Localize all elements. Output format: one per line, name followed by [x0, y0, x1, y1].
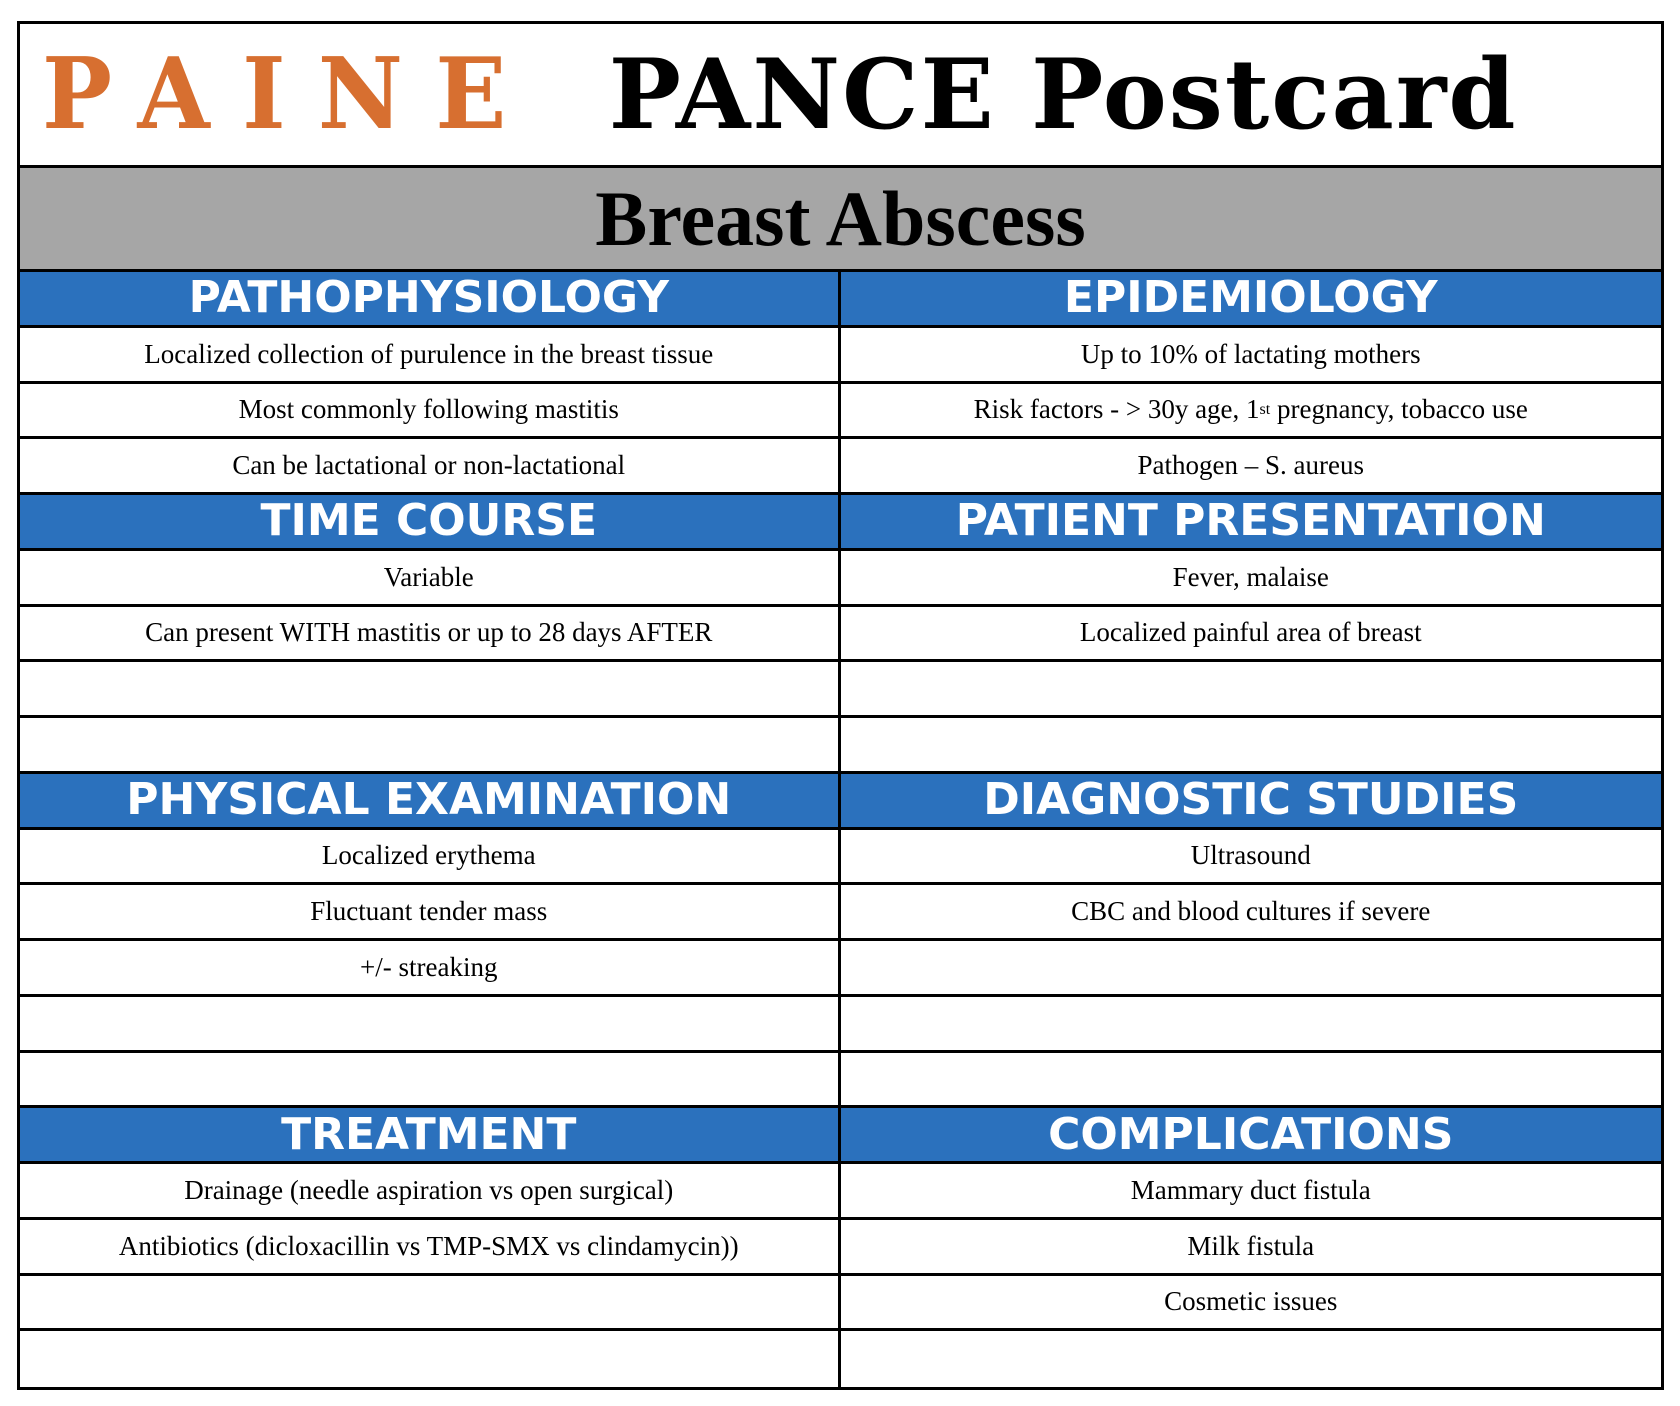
table-cell: Localized collection of purulence in the breast tissue — [20, 328, 838, 384]
table-cell: Milk fistula — [841, 1220, 1662, 1276]
section-header: DIAGNOSTIC STUDIES — [841, 774, 1662, 830]
table-cell-empty — [841, 662, 1662, 718]
table-cell: Up to 10% of lactating mothers — [841, 328, 1662, 384]
table-cell-empty — [20, 718, 838, 774]
table-cell: +/- streaking — [20, 941, 838, 997]
section-complications — [841, 1108, 1662, 1387]
table-cell-empty — [841, 1331, 1662, 1387]
risk-text-before: Risk factors - > 30y age, 1 — [973, 394, 1260, 425]
table-cell: Variable — [20, 551, 838, 607]
title-banner — [20, 24, 1661, 168]
table-cell: Ultrasound — [841, 830, 1662, 886]
section-diagnostic-studies — [841, 774, 1662, 1109]
table-cell: Can present WITH mastitis or up to 28 days AFTER — [20, 607, 838, 663]
table-cell-empty — [20, 1053, 838, 1109]
section-header: COMPLICATIONS — [841, 1108, 1662, 1164]
right-column — [841, 272, 1662, 1387]
section-physical-examination — [20, 774, 838, 1109]
table-cell: Localized painful area of breast — [841, 607, 1662, 663]
section-pathophysiology — [20, 272, 838, 495]
table-cell: Localized erythema — [20, 830, 838, 886]
table-cell: Mammary duct fistula — [841, 1164, 1662, 1220]
table-cell: Fluctuant tender mass — [20, 885, 838, 941]
subject-banner — [20, 168, 1661, 272]
postcard — [17, 21, 1664, 1390]
table-cell: Pathogen – S. aureus — [841, 439, 1662, 495]
section-patient-presentation — [841, 495, 1662, 774]
table-cell-empty — [841, 718, 1662, 774]
table-cell-empty — [20, 1276, 838, 1332]
section-header: PHYSICAL EXAMINATION — [20, 774, 838, 830]
table-cell-empty — [20, 997, 838, 1053]
table-cell: Fever, malaise — [841, 551, 1662, 607]
section-epidemiology — [841, 272, 1662, 495]
table-cell-empty — [20, 662, 838, 718]
table-cell-empty — [841, 941, 1662, 997]
risk-text-after: pregnancy, tobacco use — [1270, 394, 1528, 425]
page-title: PANCE Postcard — [608, 37, 1518, 151]
left-column — [20, 272, 841, 1387]
brand-logo-text: PAINE — [42, 36, 539, 152]
content-grid — [20, 272, 1661, 1387]
table-cell-risk-factors: Risk factors - > 30y age, 1 st pregnancy, tobacco use — [841, 384, 1662, 440]
table-cell: CBC and blood cultures if severe — [841, 885, 1662, 941]
section-header: PATIENT PRESENTATION — [841, 495, 1662, 551]
section-treatment — [20, 1108, 838, 1387]
table-cell-empty — [20, 1331, 838, 1387]
section-header: PATHOPHYSIOLOGY — [20, 272, 838, 328]
table-cell: Most commonly following mastitis — [20, 384, 838, 440]
table-cell: Antibiotics (dicloxacillin vs TMP-SMX vs clindamycin)) — [20, 1220, 838, 1276]
table-cell: Can be lactational or non-lactational — [20, 439, 838, 495]
table-cell: Drainage (needle aspiration vs open surgical) — [20, 1164, 838, 1220]
section-header: TIME COURSE — [20, 495, 838, 551]
table-cell-empty — [841, 997, 1662, 1053]
table-cell-empty — [841, 1053, 1662, 1109]
section-time-course — [20, 495, 838, 774]
section-header: TREATMENT — [20, 1108, 838, 1164]
subject-title: Breast Abscess — [595, 174, 1086, 262]
table-cell: Cosmetic issues — [841, 1276, 1662, 1332]
section-header: EPIDEMIOLOGY — [841, 272, 1662, 328]
